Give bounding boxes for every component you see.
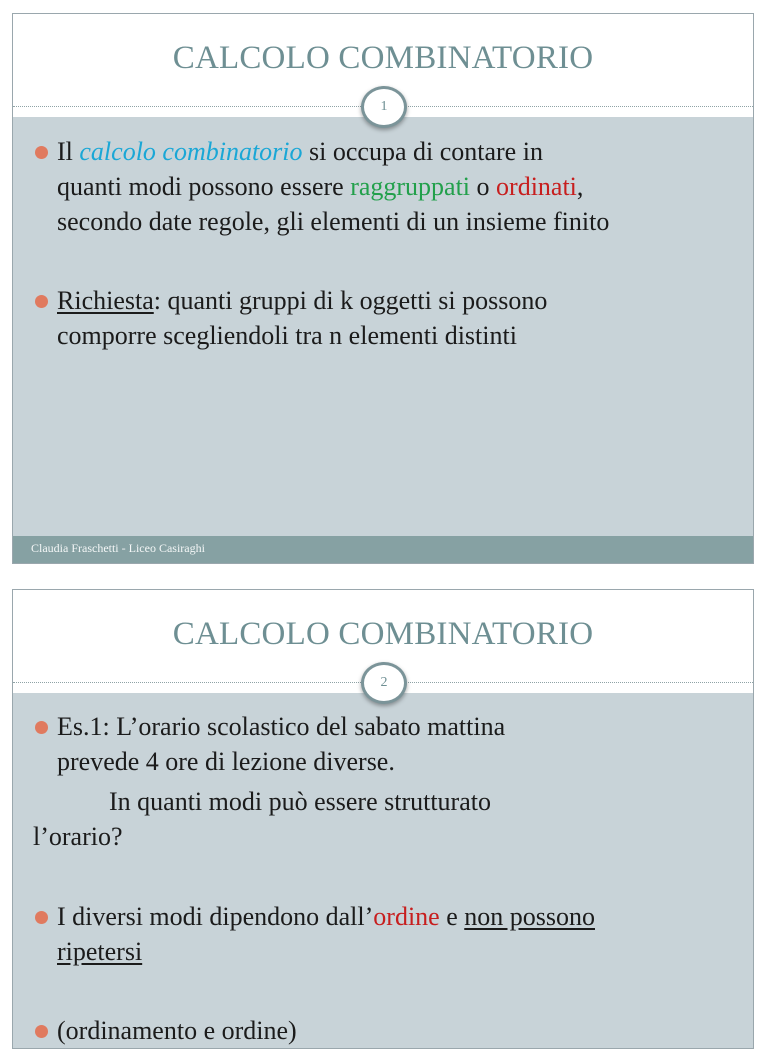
bullet-line: secondo date regole, gli elementi di un insieme finito: [57, 207, 610, 236]
bullet-ordine: [35, 899, 741, 969]
bullet-line: Es.1: L’orario scolastico del sabato mattina: [57, 712, 506, 741]
slide-number-badge: [361, 662, 407, 704]
bullet-definition: [35, 134, 741, 239]
slide-2: [12, 589, 754, 1049]
term-non-possono: non possono: [464, 902, 595, 931]
slide-title: CALCOLO COMBINATORIO: [172, 40, 594, 76]
bullet-richiesta: [35, 283, 741, 353]
slide-number: 2: [380, 675, 388, 690]
question-line-1: In quanti modi può essere strutturato: [109, 787, 491, 816]
bullet-dot-icon: [35, 146, 48, 159]
question-line-2: l’orario?: [33, 822, 123, 851]
bullet-dot-icon: [35, 295, 48, 308]
term-ordine: ordine: [373, 902, 440, 931]
bullet-line: [57, 169, 741, 204]
slide-footer: [13, 536, 753, 563]
text: e: [439, 902, 465, 931]
footer-author: Claudia Fraschetti - Liceo Casiraghi: [31, 541, 205, 555]
bullet-dot-icon: [35, 911, 48, 924]
text: ,: [576, 172, 584, 201]
bullet-partial: [35, 1013, 741, 1048]
text: o: [470, 172, 497, 201]
bullet-dot-icon: [35, 1025, 48, 1038]
bullet-line: (ordinamento e ordine): [57, 1016, 297, 1045]
term-ordinati: ordinati: [496, 172, 577, 201]
term-ripetersi: ripetersi: [57, 937, 143, 966]
term-calcolo-combinatorio: calcolo combinatorio: [79, 137, 303, 166]
bullet-line: comporre scegliendoli tra n elementi distinti: [57, 321, 517, 350]
text: : quanti gruppi di k oggetti si possono: [153, 286, 548, 315]
text: si occupa di contare in: [302, 137, 543, 166]
slide-title: CALCOLO COMBINATORIO: [172, 616, 594, 652]
bullet-line: [57, 934, 741, 969]
term-raggruppati: raggruppati: [350, 172, 471, 201]
bullet-dot-icon: [35, 721, 48, 734]
bullet-esempio: [35, 709, 741, 779]
bullet-line: [57, 134, 741, 169]
slide-number: 1: [380, 99, 388, 114]
bullet-line: [57, 899, 741, 934]
bullet-line: prevede 4 ore di lezione diverse.: [57, 747, 395, 776]
slide-number-badge: [361, 86, 407, 128]
text: quanti modi possono essere: [57, 172, 351, 201]
text: I diversi modi dipendono dall’: [57, 902, 374, 931]
bullet-line: [57, 283, 741, 318]
text: Il: [57, 137, 80, 166]
slide-1: [12, 13, 754, 564]
term-richiesta: Richiesta: [57, 286, 154, 315]
